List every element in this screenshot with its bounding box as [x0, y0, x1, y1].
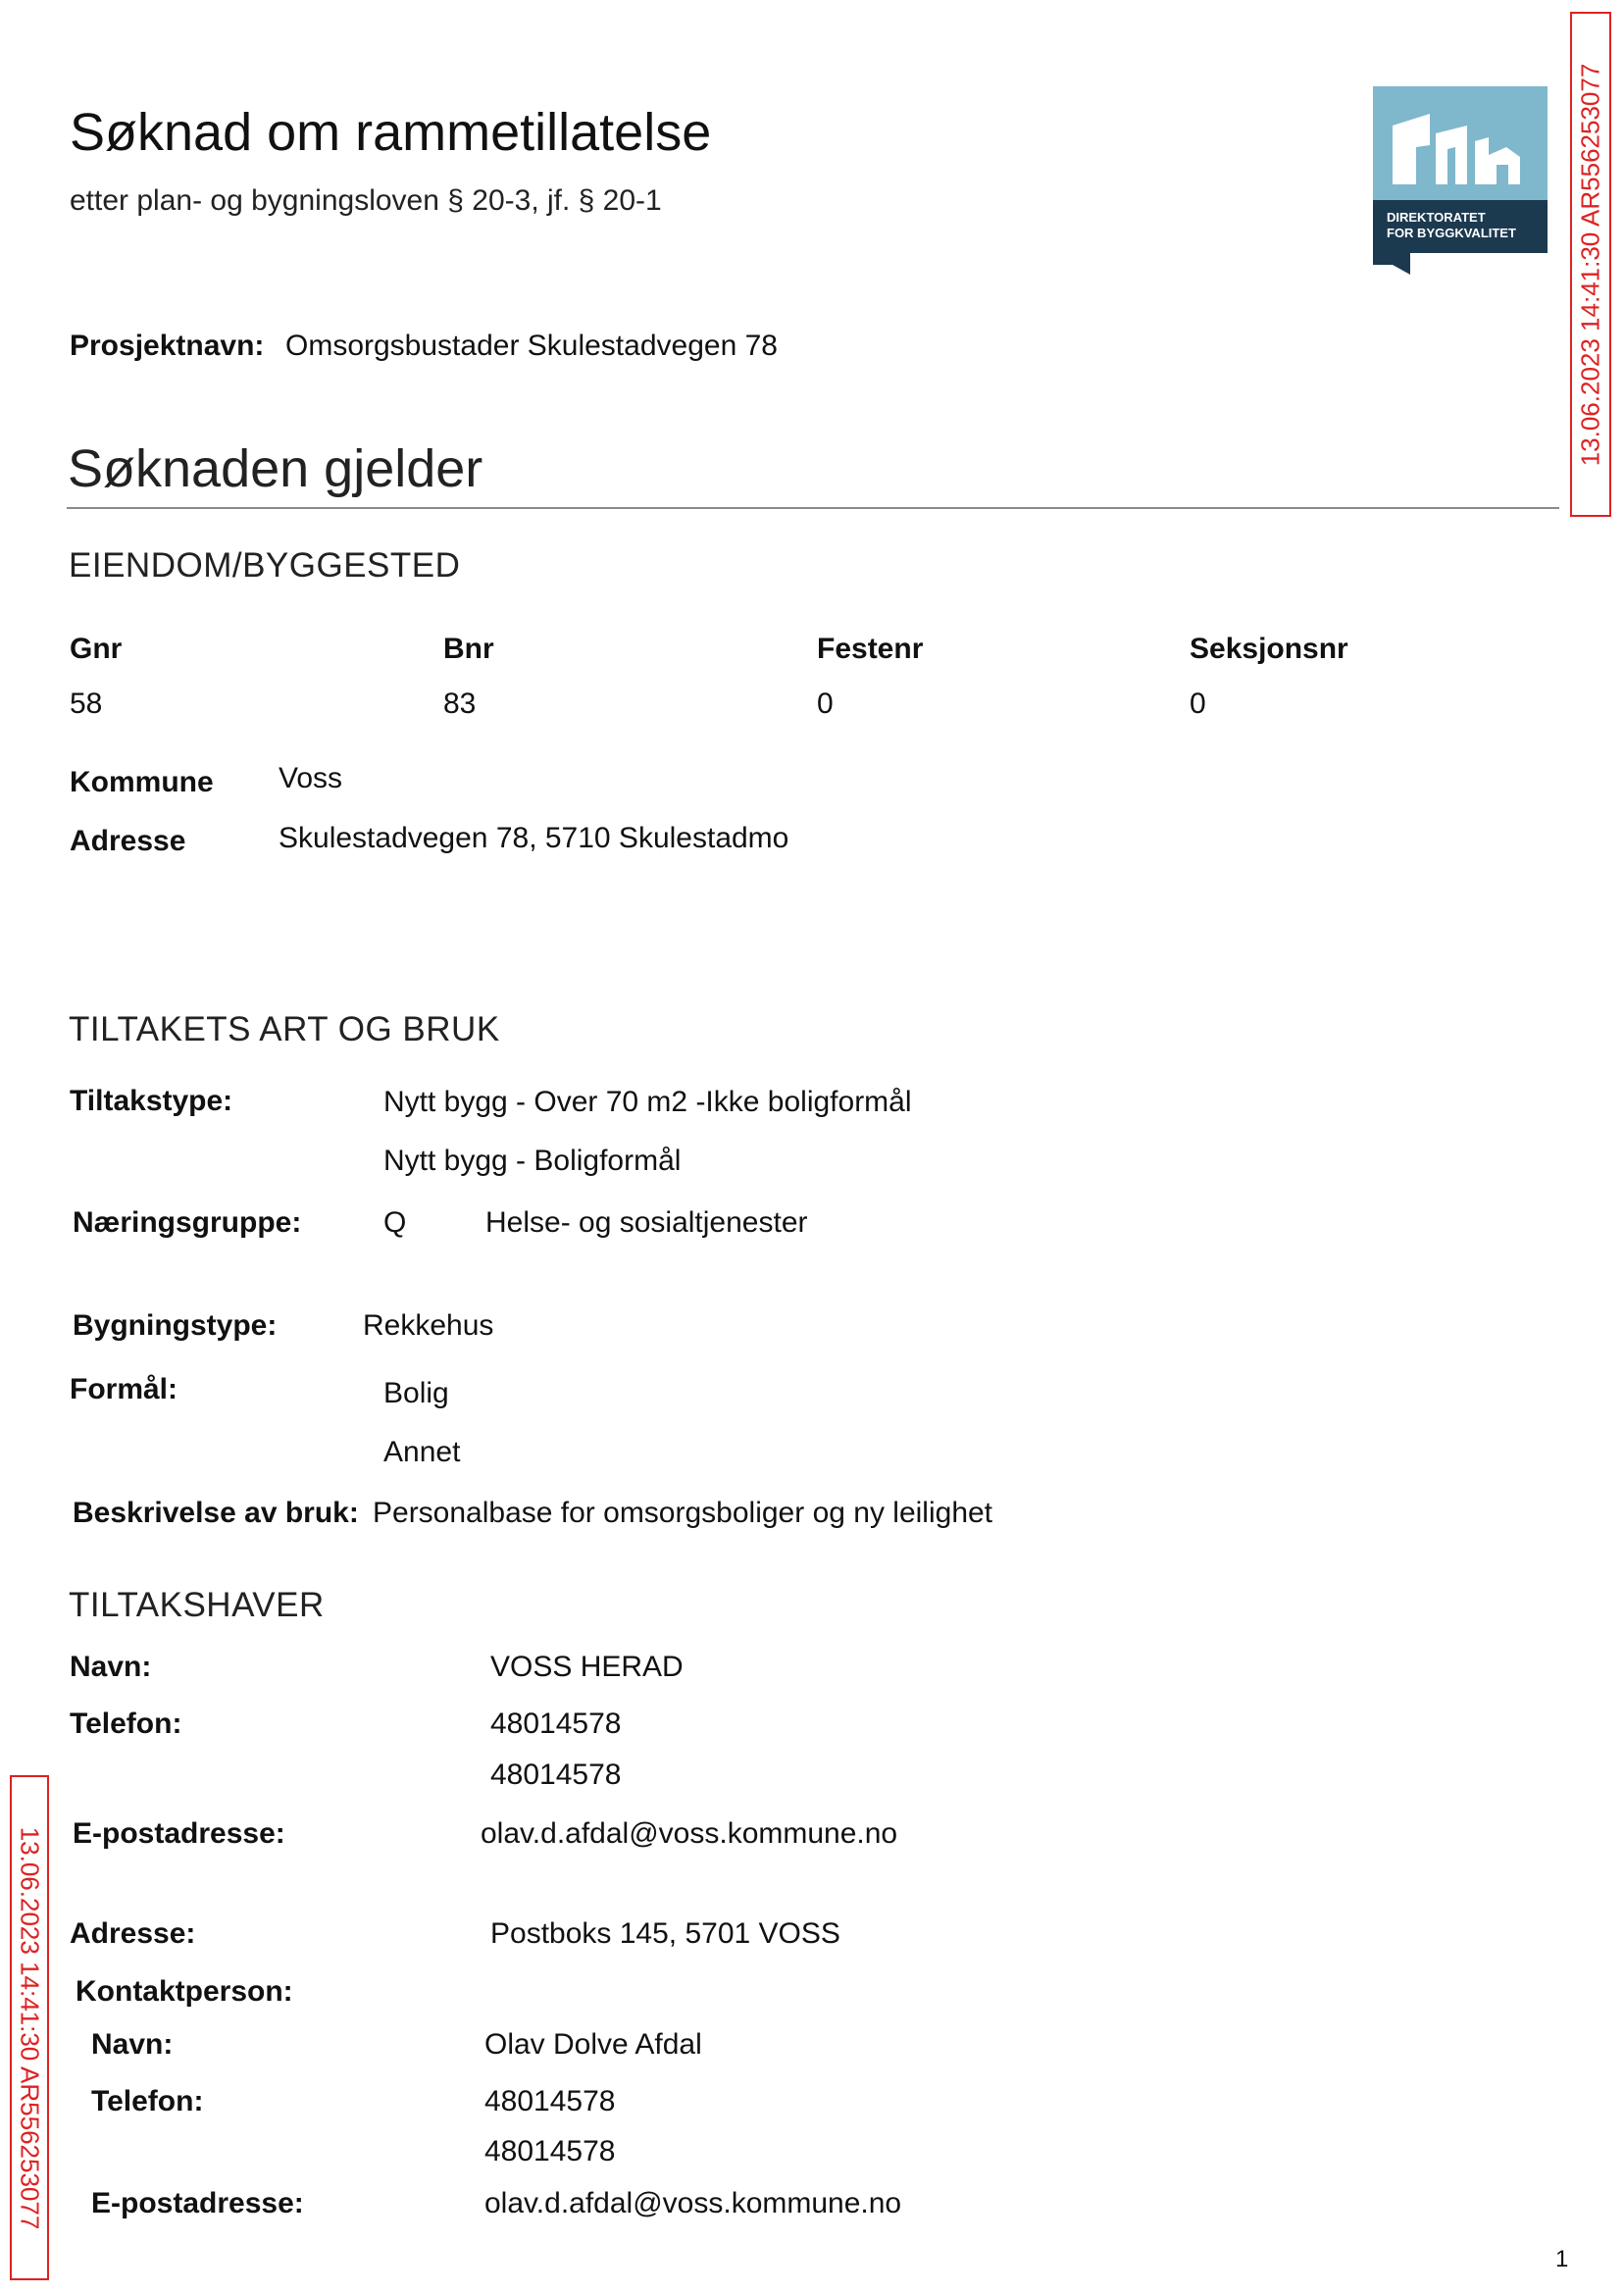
stamp-right-text: 13.06.2023 14:41:30 AR556253077 [1575, 63, 1605, 466]
tiltakstype-value-2: Nytt bygg - Boligformål [383, 1145, 682, 1177]
naeringsgruppe-code: Q [383, 1206, 407, 1239]
stamp-left-text: 13.06.2023 14:41:30 AR556253077 [15, 1826, 45, 2229]
kommune-value: Voss [279, 762, 343, 794]
beskrivelse-value: Personalbase for omsorgsboliger og ny leilighet [373, 1497, 993, 1529]
kontaktperson-label: Kontaktperson: [76, 1975, 293, 2008]
logo-text-line1: DIREKTORATET [1387, 210, 1486, 225]
festenr-value: 0 [817, 688, 834, 720]
formal-value-1: Bolig [383, 1377, 449, 1409]
tiltakshaver-telefon-value-2: 48014578 [490, 1759, 622, 1791]
bnr-label: Bnr [443, 633, 494, 665]
tiltakshaver-navn-value: VOSS HERAD [490, 1651, 684, 1683]
festenr-label: Festenr [817, 633, 924, 665]
kontakt-navn-label: Navn: [91, 2028, 174, 2061]
tiltakshaver-telefon-label: Telefon: [70, 1708, 182, 1740]
section-tiltak-heading: TILTAKETS ART OG BRUK [69, 1010, 500, 1048]
page-number: 1 [1555, 2246, 1569, 2272]
formal-value-2: Annet [383, 1436, 461, 1468]
logo-text-line2: FOR BYGGKVALITET [1387, 226, 1516, 240]
tiltakshaver-navn-label: Navn: [70, 1651, 152, 1683]
document-title: Søknad om rammetillatelse [70, 103, 712, 162]
seksjonsnr-value: 0 [1190, 688, 1206, 720]
stamp-right [1570, 12, 1611, 517]
naeringsgruppe-label: Næringsgruppe: [73, 1206, 302, 1239]
bygningstype-label: Bygningstype: [73, 1309, 278, 1342]
tiltakshaver-epost-label: E-postadresse: [73, 1817, 285, 1850]
beskrivelse-label: Beskrivelse av bruk: [73, 1497, 359, 1529]
section-eiendom-heading: EIENDOM/BYGGESTED [69, 546, 461, 585]
bnr-value: 83 [443, 688, 477, 720]
seksjonsnr-label: Seksjonsnr [1190, 633, 1348, 665]
section-tiltakshaver-heading: TILTAKSHAVER [69, 1586, 325, 1624]
tiltakshaver-adresse-label: Adresse: [70, 1917, 196, 1950]
kontakt-telefon-label: Telefon: [91, 2085, 204, 2117]
tiltakshaver-telefon-value-1: 48014578 [490, 1708, 622, 1740]
stamp-left [10, 1775, 49, 2280]
kommune-label: Kommune [70, 766, 214, 798]
tiltakshaver-adresse-value: Postboks 145, 5701 VOSS [490, 1917, 840, 1950]
project-value: Omsorgsbustader Skulestadvegen 78 [285, 330, 778, 362]
project-label: Prosjektnavn: [70, 330, 265, 362]
kontakt-telefon-value-1: 48014578 [484, 2085, 616, 2117]
kontakt-navn-value: Olav Dolve Afdal [484, 2028, 702, 2061]
dibk-logo [1373, 86, 1548, 275]
main-heading: Søknaden gjelder [68, 439, 483, 498]
naeringsgruppe-value: Helse- og sosialtjenester [485, 1206, 808, 1239]
document-subtitle: etter plan- og bygningsloven § 20-3, jf. § 20-1 [70, 184, 662, 217]
gnr-label: Gnr [70, 633, 123, 665]
kontakt-epost-label: E-postadresse: [91, 2187, 304, 2219]
formal-label: Formål: [70, 1373, 178, 1405]
adresse-label: Adresse [70, 825, 186, 857]
tiltakstype-label: Tiltakstype: [70, 1085, 233, 1117]
gnr-value: 58 [70, 688, 103, 720]
tiltakstype-value-1: Nytt bygg - Over 70 m2 -Ikke boligformål [383, 1086, 912, 1118]
heading-rule [67, 507, 1559, 509]
bygningstype-value: Rekkehus [363, 1309, 494, 1342]
kontakt-telefon-value-2: 48014578 [484, 2135, 616, 2167]
adresse-value: Skulestadvegen 78, 5710 Skulestadmo [279, 822, 789, 854]
kontakt-epost-value: olav.d.afdal@voss.kommune.no [484, 2187, 902, 2219]
tiltakshaver-epost-value: olav.d.afdal@voss.kommune.no [481, 1817, 898, 1850]
